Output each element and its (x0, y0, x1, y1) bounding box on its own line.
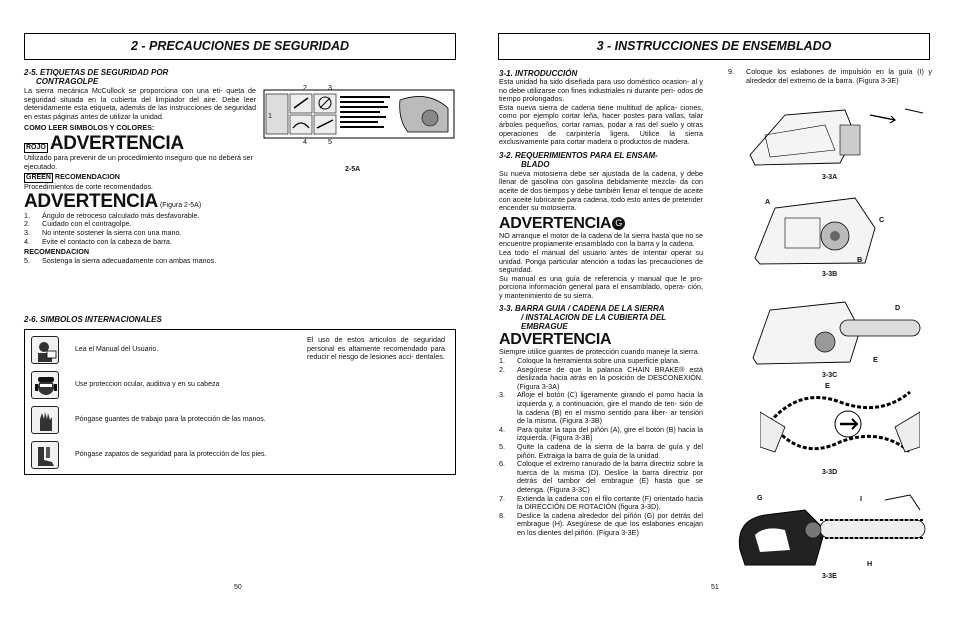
symbol-row-manual (31, 336, 301, 370)
symbol-row-gloves (31, 406, 301, 440)
chain-hands-illustration (760, 382, 920, 467)
chainsaw-illustration-c (745, 290, 930, 368)
list-item: 8. Deslice la cadena alrededor del piñón (G) por detrás del embrague (H). Asegúrese de que los eslabones encajan en los dientes del piñón. (Figura 3-3E) (499, 510, 703, 537)
safety-label-illustration (258, 80, 458, 150)
assembly-step-9 (728, 68, 932, 85)
advertencia-heading-3-3: ADVERTENCIA (499, 331, 612, 349)
figure-label-3: 3 (328, 83, 332, 92)
advertencia-heading: ADVERTENCIA (49, 132, 184, 154)
rojo-label: ROJO (26, 143, 46, 151)
list-item: 5. Quite la cadena de la sierra de la barra de guía y del piñón. Extraiga la barra de guía de la unidad. (499, 442, 703, 460)
advertencia-heading-2: ADVERTENCIA (24, 190, 158, 212)
green-label: GREEN (26, 174, 51, 182)
section-3-3-title: 3-3. BARRA GUIA / CADENA DE LA SIERRA (499, 304, 665, 314)
gloves-icon (31, 406, 59, 434)
section-3-3-warning: Siempre utilice guantes de protección cuando maneje la sierra. (499, 347, 700, 357)
figure-2-5a (258, 80, 458, 150)
figure-label-2: 2 (303, 83, 307, 92)
recomendacion-heading: RECOMENDACION (54, 172, 120, 182)
figure-3-3d (760, 382, 920, 467)
section-3-2-p3: Lea todo el manual del usuario antes de intentar operar su unidad. Ponga particular atención a todas las precauciones de seguridad. (499, 247, 703, 275)
symbol-row-protection (31, 371, 301, 405)
symbols-table (24, 329, 456, 475)
left-page-header: 2 - PRECAUCIONES DE SEGURIDAD (24, 33, 456, 60)
figure-3-3b-label-a: A (765, 197, 771, 206)
list-item: 5. Sostenga la sierra adecuadamente con ambas manos. (24, 255, 217, 265)
section-2-6-title: 2-6. SIMBOLOS INTERNACIONALES (24, 315, 162, 324)
chainsaw-illustration-a (745, 95, 930, 170)
figure-3-3a (745, 95, 930, 170)
list-item: 4. Para quitar la tapa del piñón (A), gire el botón (B) hacia la izquierda. (Figura 3-3B) (499, 424, 703, 443)
figure-3-3d-caption: 3-3D (822, 469, 838, 476)
figure-2-5a-caption: 2-5A (345, 166, 361, 173)
figure-label-5: 5 (328, 137, 332, 146)
symbol-text-protection: Use proteccion ocular, auditiva y en su cabeza (75, 381, 220, 388)
rojo-advertencia-row (24, 134, 256, 154)
figure-3-3d-label-e: E (825, 381, 830, 390)
figure-3-3e-caption: 3-3E (822, 573, 837, 580)
page-number-right: 51 (711, 584, 719, 591)
section-3-2-title-cont: BLADO (521, 159, 550, 169)
section-3-1-p2: Esta nueva sierra de cadena tiene multitud de aplica- ciones, como por ejemplo cortar leña, hacer postes para vallas, talar árboles pequeños, cortar ramas, podar a ras del suelo y otras operaciones de carpintería ligera. Utilice la sierra exclusivamente para cortar madera o productos de madera. (499, 102, 703, 147)
figure-reference: (Figura 2-5A) (159, 201, 202, 209)
right-page-header: 3 - INSTRUCCIONES DE ENSEMBLADO (498, 33, 930, 60)
figure-3-3e-label-i: I (860, 494, 862, 503)
list-item: 1. Ángulo de retroceso calculado más desfavorable. (24, 210, 200, 220)
advertencia-heading-3-2: ADVERTENCIA (499, 214, 612, 232)
figure-3-3e-label-h: H (867, 559, 873, 568)
advertencia-list (24, 212, 256, 246)
list-item: 3. Afloje el botón (C) ligeramente girando el pomo hacia la izquierda y, a continuación, gire el mando de ten- sión de la cadena (B) en el mismo sentido para liber- ar tensión de la misma. (Figura 3-3B) (499, 390, 703, 426)
figure-3-3a-caption: 3-3A (822, 174, 838, 181)
figure-3-3b-label-c: C (879, 215, 885, 224)
list-item: 6. Coloque el extremo ranurado de la barra directriz sobre la tuerca de la misma (D). Deslice la barra directriz por detrás del tambor del embrague (E) hasta que se detenga. (Figura 3-3C) (499, 459, 703, 494)
section-2-5-title: 2-5. ETIQUETAS DE SEGURIDAD POR (24, 68, 169, 77)
figure-3-3c-caption: 3-3C (822, 372, 838, 379)
section-3-3-title-cont-2: EMBRAGUE (521, 322, 568, 332)
figure-3-3c (745, 290, 930, 368)
list-item: 9. Coloque los eslabones de impulsión en la guía (I) y alrededor del extremo de la barra. (Figura 3-3E) (728, 67, 932, 85)
symbol-text-manual: Lea el Manual del Usuario. (75, 346, 159, 353)
symbols-note: El uso de estos articulos de seguridad personal es altamente recomendado para reducir el riesgo de lesiones acci- dentales. (307, 335, 445, 362)
figure-3-3b-label-b: B (857, 255, 863, 264)
chainsaw-illustration-b (745, 188, 930, 268)
section-2-5-intro: La sierra mecánica McCullock se proporciona con una eti- queta de seguridad situada en la cubierta del limpiador del aire. Debe leer detenidamente esta etiqueta, además de las instrucciones de seguridad en estas páginas antes de utilizar la unidad. (24, 86, 256, 121)
figure-3-3c-label-d: D (895, 303, 901, 312)
advertencia-g-row (499, 215, 703, 232)
section-3-2-p2: NO arranque el motor de la cadena de la sierra hasta que no se encuentre propiamente ensamblado con la barra y la cadena. (499, 230, 703, 249)
g-icon: G (612, 217, 625, 230)
symbol-text-gloves: Póngase guantes de trabajo para la protección de las manos. (75, 416, 266, 423)
section-3-2-p4: Su manual es una guía de referencia y manual que le pro- porciona información general para el ensamblado, opera- ción, y mantenimiento de su sierra. (499, 273, 703, 300)
right-text-column (499, 69, 703, 538)
symbol-row-boots (31, 441, 301, 475)
como-leer-heading: COMO LEER SIMBOLOS Y COLORES: (24, 123, 155, 133)
chainsaw-illustration-e (735, 490, 930, 570)
figure-label-4: 4 (303, 137, 307, 146)
manual-icon (31, 336, 59, 364)
figure-3-3e-label-g: G (757, 493, 763, 502)
section-3-1-p1: Esta unidad ha sido diseñada para uso doméstico ocasion- al y no debe utilizarse con fines industriales ni durante peri- odos de tiempo prolongados. (499, 77, 703, 104)
rojo-description: Utilizado para prevenir de un procedimiento inseguro que no deberá ser ejecutado. (24, 152, 253, 171)
symbol-text-boots: Póngase zapatos de seguridad para la protección de los pies. (75, 451, 267, 458)
section-2-5-title-cont: CONTRAGOLPE (36, 77, 99, 86)
figure-3-3c-label-e: E (873, 355, 878, 364)
figure-3-3e (735, 490, 930, 570)
section-3-2-p1: Su nueva motosierra debe ser ajustada de la cadena, y debe llenar de gasolina con gasolina debidamente mezcla- da con aceite de dos tiempos y debe también llenar el tenque de aceite con aceite lubricante para cadena, todo esto antes de pretender encender su motosierra. (499, 168, 703, 213)
assembly-steps (499, 357, 703, 537)
green-description: Procedimientos de corte recomendados. (24, 182, 154, 192)
list-item: 4. Evite el contacto con la cabeza de barra. (24, 236, 172, 246)
figure-3-3b (745, 188, 930, 268)
figure-3-3b-caption: 3-3B (822, 271, 838, 278)
section-2-5 (24, 68, 256, 265)
list-item: 7. Extienda la cadena con el filo cortante (F) orientado hacia la DIRECCIÓN DE ROTACIÓN (figura 3-3D). (499, 493, 703, 512)
section-3-2-title: 3-2. REQUERIMIENTOS PARA EL ENSAM- (499, 150, 658, 160)
figure-label-1: 1 (268, 111, 272, 120)
protection-icon (31, 371, 59, 399)
recomendacion-subheading: RECOMENDACION (24, 247, 90, 257)
list-item: 2. Cuidado con el contragolpe. (24, 219, 132, 229)
list-item: 2. Asegúrese de que la palanca CHAIN BRAKE® está deslizada hacia atrás en la posición de DESCONEXIÓN. (Figura 3-3A) (499, 364, 703, 391)
list-item: 1. Coloque la herramienta sobre una superficie plana. (499, 356, 681, 366)
section-3-3-title-cont: / INSTALACION DE LA CUBIERTA DEL (521, 313, 667, 323)
page-number-left: 50 (234, 584, 242, 591)
advertencia-figure-row (24, 192, 256, 212)
section-3-1-title: 3-1. INTRODUCCIÓN (499, 69, 578, 78)
boots-icon (31, 441, 59, 469)
recomendacion-list (24, 257, 256, 266)
list-item: 3. No intente sostener la sierra con una mano. (24, 227, 182, 237)
